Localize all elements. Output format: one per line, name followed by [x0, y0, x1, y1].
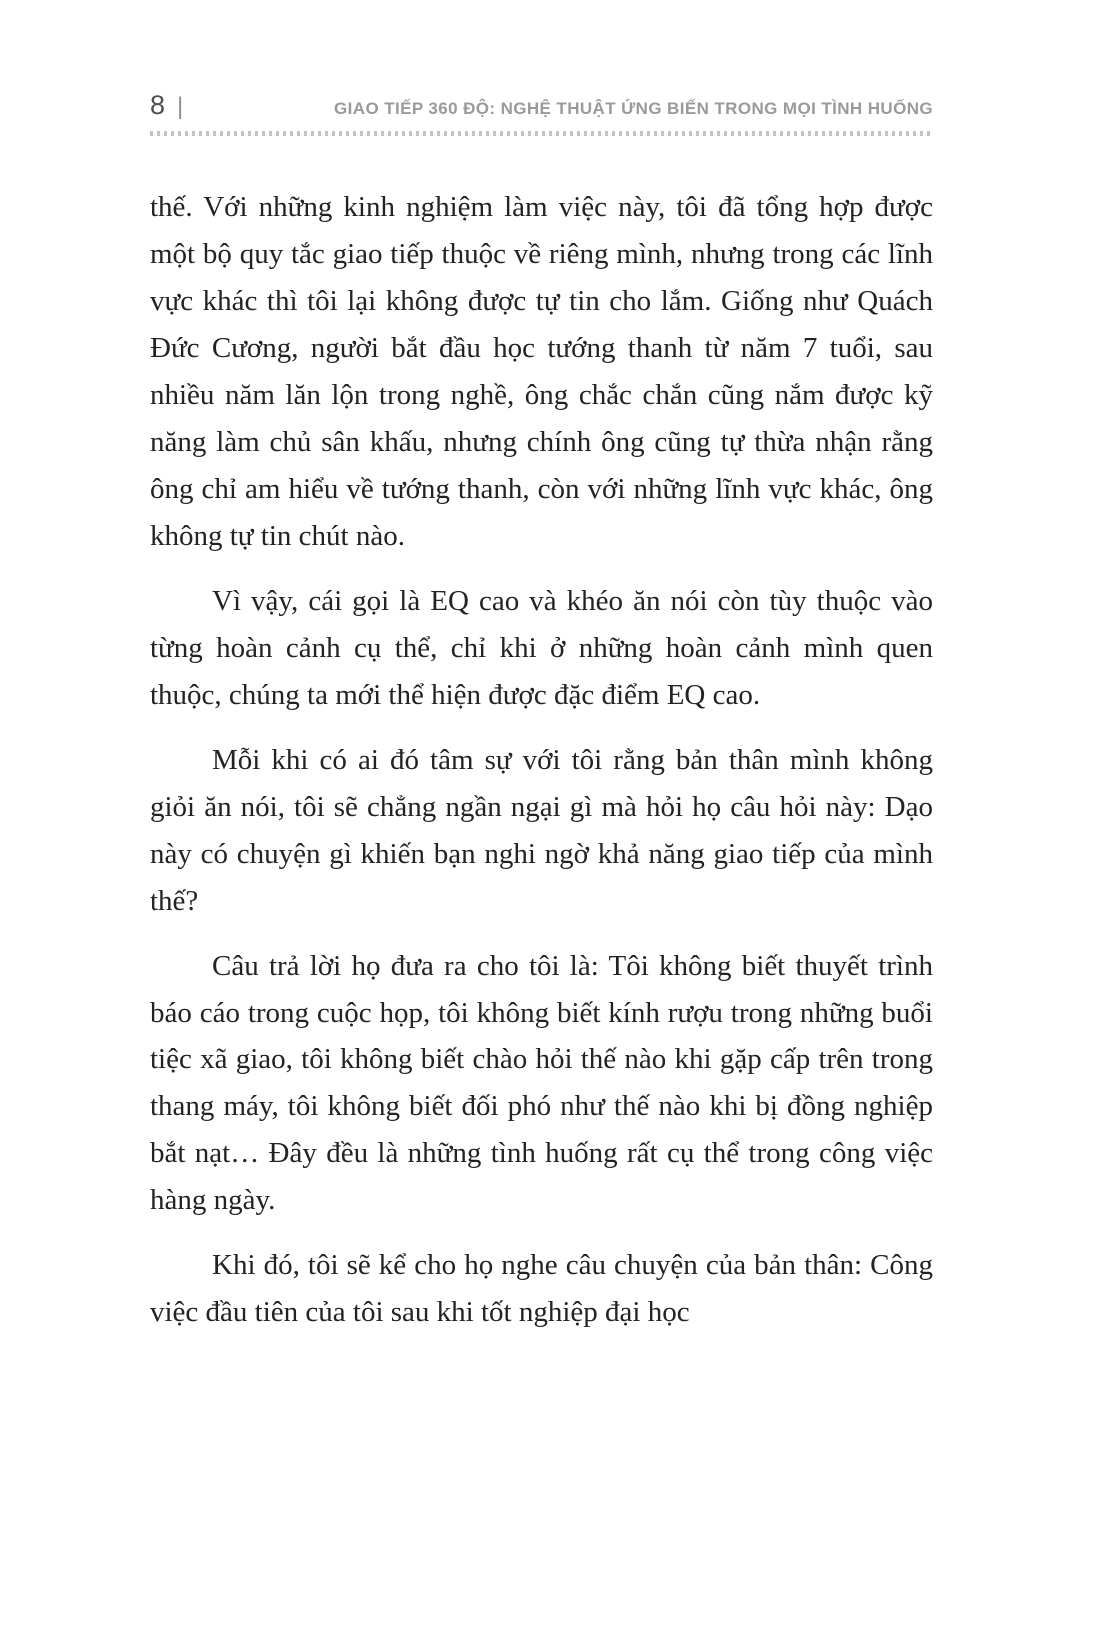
paragraph: Vì vậy, cái gọi là EQ cao và khéo ăn nói còn tùy thuộc vào từng hoàn cảnh cụ thể, chỉ khi ở những hoàn cảnh mình quen thuộc, chúng ta mới thể hiện được đặc điểm EQ cao. [150, 584, 933, 711]
header-separator: | [177, 93, 184, 120]
paragraph: Câu trả lời họ đưa ra cho tôi là: Tôi không biết thuyết trình báo cáo trong cuộc họp, tôi không biết kính rượu trong những buổi tiệc xã giao, tôi không biết chào hỏi thế nào khi gặp cấp trên trong thang máy, tôi không biết đối phó như thế nào khi bị đồng nghiệp bắt nạt… Đây đều là những tình huống rất cụ thể trong công việc hàng ngày. [150, 949, 933, 1217]
body-text [150, 184, 933, 1336]
header-dotted-rule [150, 131, 933, 136]
paragraph: thế. Với những kinh nghiệm làm việc này, tôi đã tổng hợp được một bộ quy tắc giao tiếp thuộc về riêng mình, nhưng trong các lĩnh vực khác thì tôi lại không được tự tin cho lắm. Giống như Quách Đức Cương, người bắt đầu học tướng thanh từ năm 7 tuổi, sau nhiều năm lăn lộn trong nghề, ông chắc chắn cũng nắm được kỹ năng làm chủ sân khấu, nhưng chính ông cũng tự thừa nhận rằng ông chỉ am hiểu về tướng thanh, còn với những lĩnh vực khác, ông không tự tin chút nào. [150, 191, 933, 552]
page-number-group [150, 90, 183, 121]
page-number: 8 [150, 90, 166, 120]
paragraph: Mỗi khi có ai đó tâm sự với tôi rằng bản thân mình không giỏi ăn nói, tôi sẽ chẳng ngần ngại gì mà hỏi họ câu hỏi này: Dạo này có chuyện gì khiến bạn nghi ngờ khả năng giao tiếp của mình thế? [150, 743, 933, 917]
paragraph: Khi đó, tôi sẽ kể cho họ nghe câu chuyện của bản thân: Công việc đầu tiên của tôi sau khi tốt nghiệp đại học [150, 1249, 933, 1329]
running-title: GIAO TIẾP 360 ĐỘ: NGHỆ THUẬT ỨNG BIẾN TRONG MỌI TÌNH HUỐNG [334, 99, 933, 118]
page-header [150, 90, 933, 121]
